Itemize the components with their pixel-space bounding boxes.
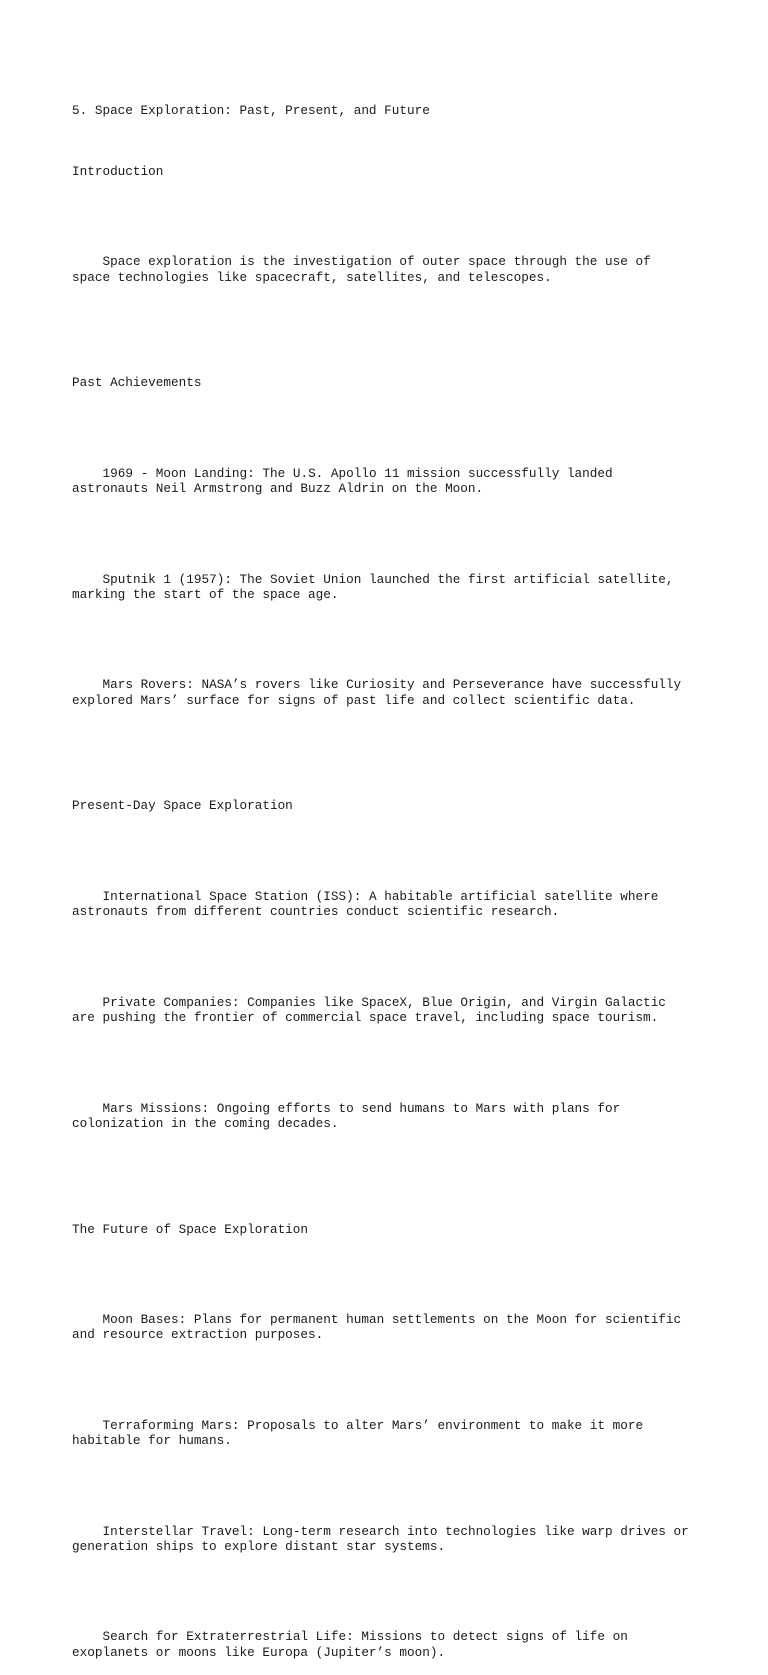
section-heading-past: Past Achievements [72, 375, 202, 391]
section-heading-introduction: Introduction [72, 163, 164, 179]
spacer [72, 844, 696, 858]
paragraph-moon-landing: 1969 - Moon Landing: The U.S. Apollo 11 mission successfully landed astronauts Neil Armstrong and Buzz Aldrin on the Moon. [72, 465, 621, 497]
document-title: 5. Space Exploration: Past, Present, and Future [72, 102, 430, 118]
paragraph-intro: Space exploration is the investigation of outer space through the use of space technologies like spacecraft, satellites, and telescopes. [72, 254, 659, 285]
spacer [72, 421, 696, 435]
paragraph-iss: International Space Station (ISS): A habitable artificial satellite where astronauts from different countries conduct scientific research. [72, 888, 666, 920]
paragraph-moon-bases: Moon Bases: Plans for permanent human settlements on the Moon for scientific and resource extraction purposes. [72, 1312, 689, 1343]
spacer [72, 950, 696, 964]
spacer [72, 1267, 696, 1281]
spacer [72, 1162, 696, 1176]
spacer [72, 739, 696, 753]
paragraph-terraforming: Terraforming Mars: Proposals to alter Mars’ environment to make it more habitable for humans. [72, 1417, 651, 1449]
spacer [72, 1056, 696, 1070]
document-page [72, 72, 696, 1675]
spacer [72, 210, 696, 224]
spacer [72, 1479, 696, 1493]
spacer [72, 1373, 696, 1387]
paragraph-interstellar: Interstellar Travel: Long-term research into technologies like warp drives or generation ships to explore distant star systems. [72, 1523, 697, 1554]
spacer [72, 315, 696, 329]
paragraph-sputnik: Sputnik 1 (1957): The Soviet Union launched the first artificial satellite, marking the start of the space age. [72, 571, 682, 602]
spacer [72, 1585, 696, 1599]
paragraph-private-companies: Private Companies: Companies like SpaceX, Blue Origin, and Virgin Galactic are pushing the frontier of commercial space travel, including space tourism. [72, 994, 674, 1026]
paragraph-mars-missions: Mars Missions: Ongoing efforts to send humans to Mars with plans for colonization in the coming decades. [72, 1100, 628, 1131]
spacer [72, 527, 696, 541]
section-heading-future: The Future of Space Exploration [72, 1221, 309, 1237]
spacer [72, 633, 696, 647]
section-heading-present: Present-Day Space Exploration [72, 798, 293, 814]
paragraph-mars-rovers: Mars Rovers: NASA’s rovers like Curiosity and Perseverance have successfully explored Mars’ surface for signs of past life and collect scientific data. [72, 677, 689, 708]
paragraph-extraterrestrial: Search for Extraterrestrial Life: Missions to detect signs of life on exoplanets or moons like Europa (Jupiter’s moon). [72, 1629, 636, 1660]
